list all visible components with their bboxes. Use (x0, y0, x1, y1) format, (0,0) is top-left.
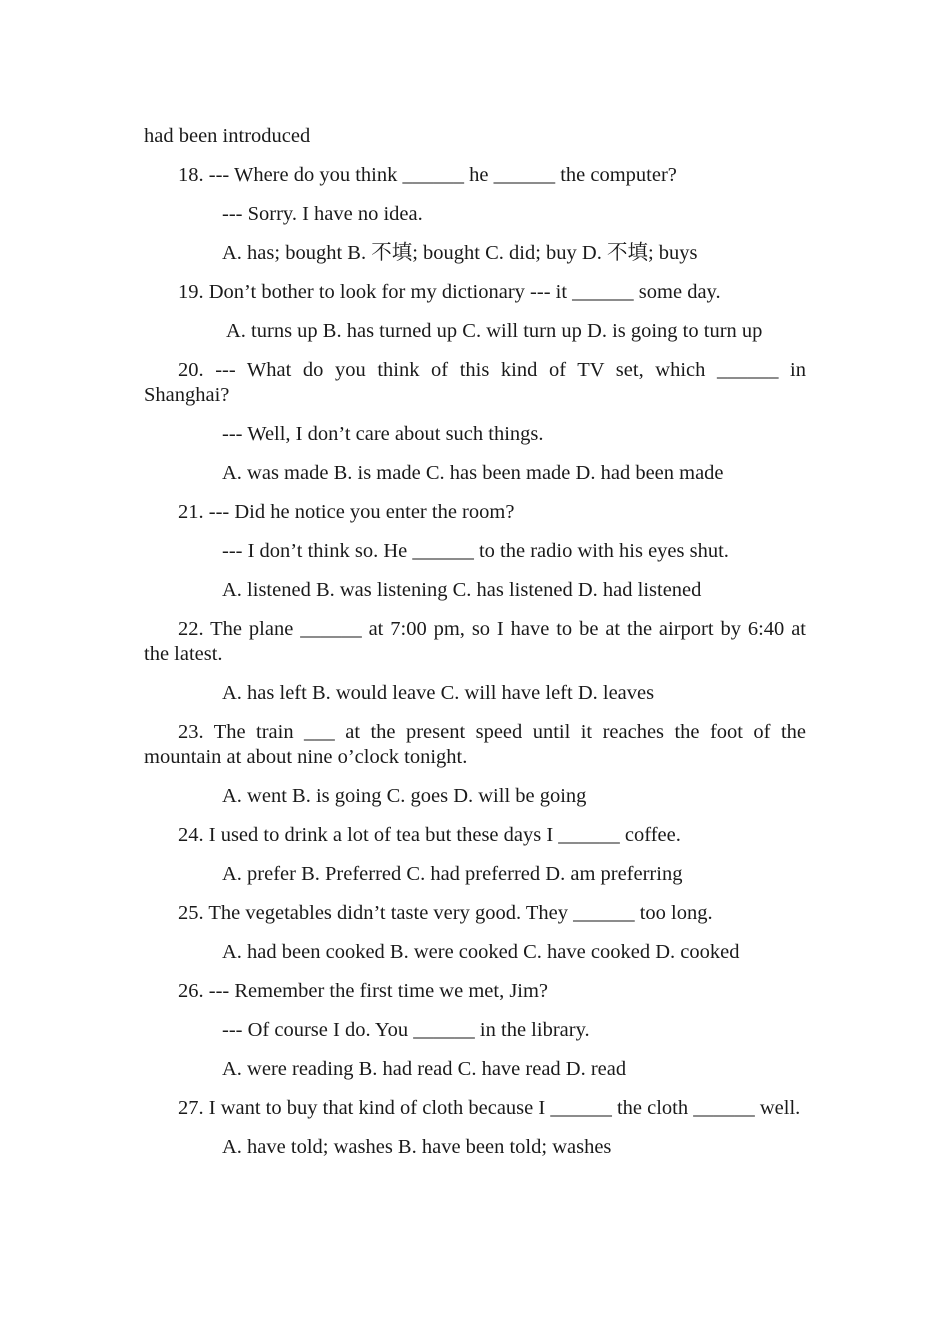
question-21: 21. --- Did he notice you enter the room? (178, 501, 515, 523)
dialogue-reply: --- Sorry. I have no idea. (222, 203, 423, 225)
answer-options: A. prefer B. Preferred C. had preferred D. am preferring (222, 863, 683, 885)
answer-options: A. was made B. is made C. has been made D. had been made (222, 462, 724, 484)
answer-options: A. went B. is going C. goes D. will be going (222, 785, 587, 807)
document-page (144, 124, 806, 1174)
text-line: had been introduced (144, 125, 311, 147)
question-20: 20. --- What do you think of this kind of TV set, which ______ in Shanghai? (144, 359, 806, 406)
question-19: 19. Don’t bother to look for my dictionary --- it ______ some day. (178, 281, 721, 303)
question-27: 27. I want to buy that kind of cloth because I ______ the cloth ______ well. (178, 1097, 801, 1119)
question-23: 23. The train ___ at the present speed until it reaches the foot of the mountain at about nine o’clock tonight. (144, 721, 806, 768)
answer-options: A. has; bought B. 不填; bought C. did; buy D. 不填; buys (222, 242, 698, 264)
question-22: 22. The plane ______ at 7:00 pm, so I have to be at the airport by 6:40 at the latest. (144, 618, 806, 665)
question-25: 25. The vegetables didn’t taste very good. They ______ too long. (178, 902, 713, 924)
dialogue-reply: --- Of course I do. You ______ in the library. (222, 1019, 590, 1041)
answer-options: A. had been cooked B. were cooked C. have cooked D. cooked (222, 941, 740, 963)
answer-options: A. were reading B. had read C. have read D. read (222, 1058, 627, 1080)
answer-options: A. has left B. would leave C. will have left D. leaves (222, 682, 655, 704)
answer-options: A. turns up B. has turned up C. will turn up D. is going to turn up (226, 320, 763, 342)
dialogue-reply: --- Well, I don’t care about such things. (222, 423, 544, 445)
dialogue-reply: --- I don’t think so. He ______ to the radio with his eyes shut. (222, 540, 729, 562)
answer-options: A. listened B. was listening C. has listened D. had listened (222, 579, 702, 601)
answer-options: A. have told; washes B. have been told; washes (222, 1136, 612, 1158)
question-24: 24. I used to drink a lot of tea but these days I ______ coffee. (178, 824, 681, 846)
question-18: 18. --- Where do you think ______ he ______ the computer? (178, 164, 677, 186)
question-26: 26. --- Remember the first time we met, Jim? (178, 980, 549, 1002)
